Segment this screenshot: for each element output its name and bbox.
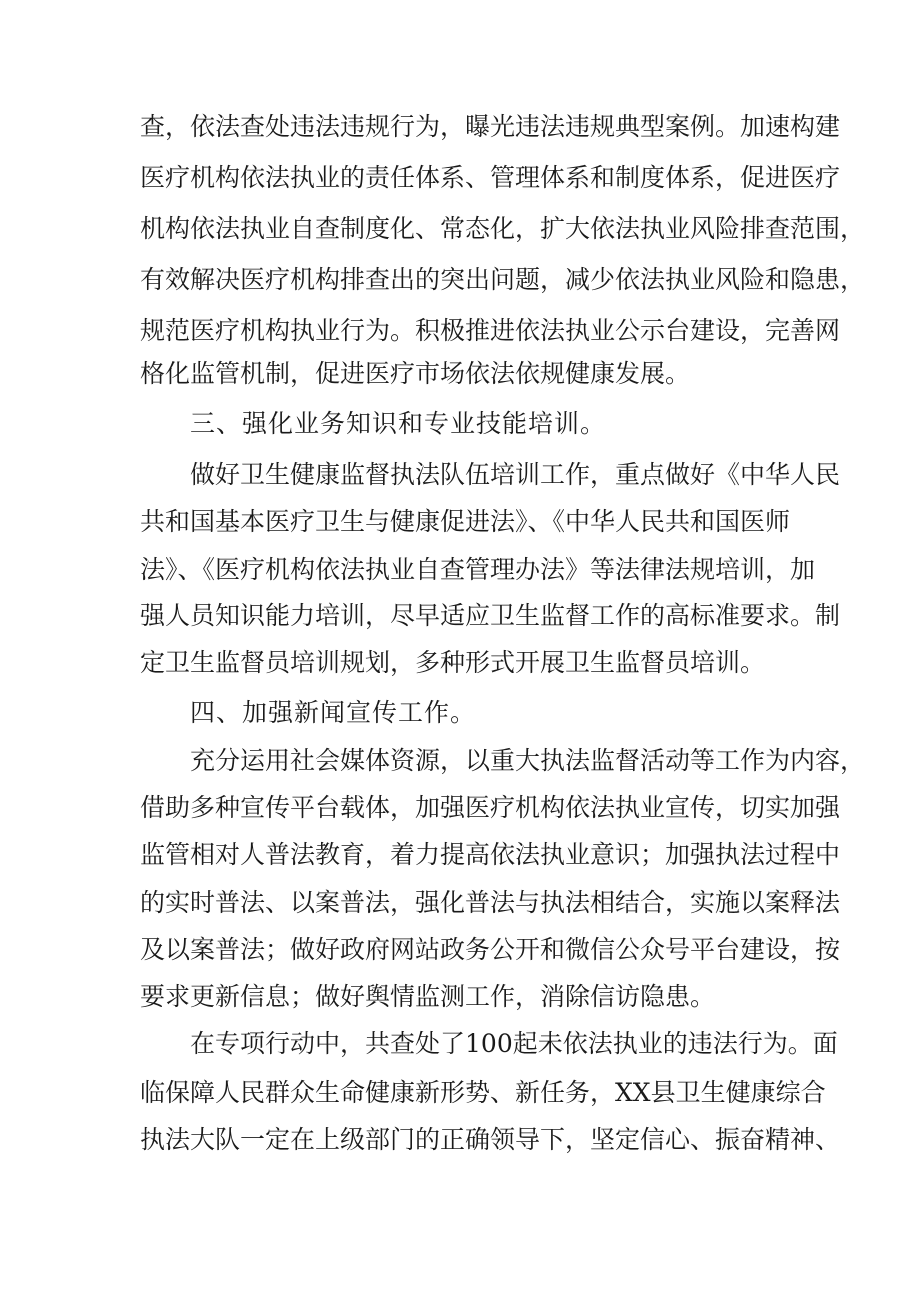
- paragraph-line: 及以案普法；做好政府网站政务公开和微信公众号平台建设，按: [140, 935, 841, 964]
- paragraph-line: 要求更新信息；做好舆情监测工作，消除信访隐患。: [140, 982, 716, 1011]
- paragraph-line: 定卫生监督员培训规划，多种形式开展卫生监督员培训。: [140, 648, 766, 677]
- paragraph-line: 监管相对人普法教育，着力提高依法执业意识；加强执法过程中: [140, 840, 841, 869]
- paragraph-line: 规范医疗机构执业行为。积极推进依法执业公示台建设，完善网: [140, 316, 841, 345]
- paragraph-line: 临保障人民群众生命健康新形势、新任务，XX县卫生健康综合: [140, 1078, 826, 1107]
- paragraph-line: 有效解决医疗机构排查出的突出问题，减少依法执业风险和隐患，: [140, 265, 866, 294]
- paragraph-line: 格化监管机制，促进医疗市场依法依规健康发展。: [140, 359, 691, 388]
- section-heading-4: 四、加强新闻宣传工作。: [190, 698, 477, 727]
- paragraph-line: 的实时普法、以案普法，强化普法与执法相结合，实施以案释法: [140, 888, 841, 917]
- paragraph-line: 强人员知识能力培训，尽早适应卫生监督工作的高标准要求。制: [140, 601, 841, 630]
- section-heading-3: 三、强化业务知识和专业技能培训。: [190, 409, 607, 438]
- paragraph-line: 机构依法执业自查制度化、常态化，扩大依法执业风险排查范围，: [140, 214, 866, 243]
- paragraph-line: 法》、《医疗机构依法执业自查管理办法》等法律法规培训，加: [140, 555, 816, 584]
- paragraph-line: 共和国基本医疗卫生与健康促进法》、《中华人民共和国医师: [140, 507, 791, 536]
- paragraph-line: 在专项行动中，共查处了100起未依法执业的违法行为。面: [190, 1029, 838, 1058]
- paragraph-line: 执法大队一定在上级部门的正确领导下，坚定信心、振奋精神、: [140, 1125, 841, 1154]
- paragraph-line: 充分运用社会媒体资源，以重大执法监督活动等工作为内容，: [190, 746, 866, 775]
- paragraph-line: 借助多种宣传平台载体，加强医疗机构依法执业宣传，切实加强: [140, 793, 841, 822]
- paragraph-line: 查，依法查处违法违规行为，曝光违法违规典型案例。加速构建: [140, 112, 841, 141]
- paragraph-line: 医疗机构依法执业的责任体系、管理体系和制度体系，促进医疗: [140, 163, 841, 192]
- paragraph-line: 做好卫生健康监督执法队伍培训工作，重点做好《中华人民: [190, 460, 841, 489]
